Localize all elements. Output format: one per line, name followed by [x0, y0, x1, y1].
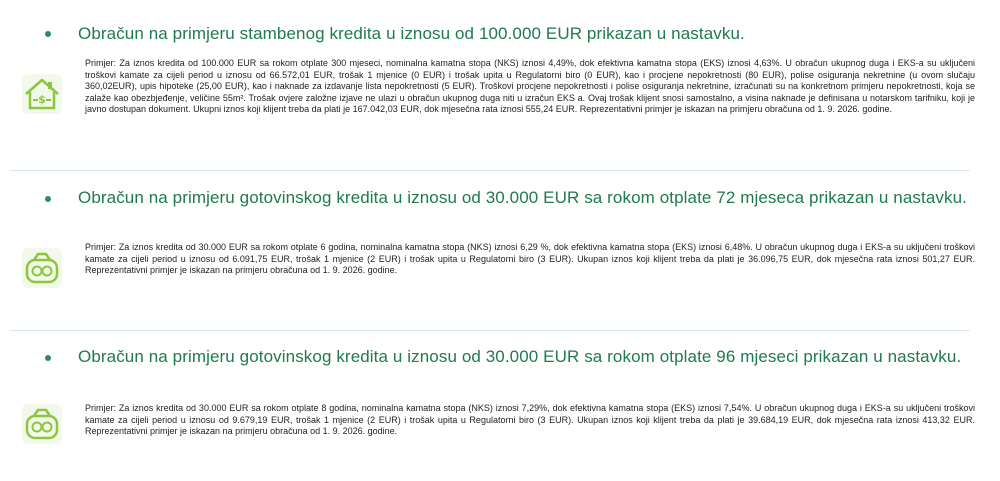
bullet-icon [45, 196, 51, 202]
section-body: Primjer: Za iznos kredita od 30.000 EUR sa rokom otplate 6 godina, nominalna kamatna stopa (NKS) iznosi 6,29 %, dok efektivna kamatna stopa (EKS) iznosi 6,48%. U obračun ukupnog duga i EKS-a su uključeni troškovi kamate za cijeli period u iznosu od 6.091,75 EUR, trošak 1 mjenice (2 EUR) i trošak upita u Regulatorni biro (3 EUR). Ukupan iznos koji klijent treba da plati je 36.096,75 EUR, dok mjesečna rata iznosi 501,27 EUR. Reprezentativni primjer je iskazan na primjeru obračuna od 1. 9. 2026. godine. [85, 242, 975, 275]
section-divider [10, 330, 970, 331]
section-body: Primjer: Za iznos kredita od 30.000 EUR sa rokom otplate 8 godina, nominalna kamatna stopa (NKS) iznosi 7,29%, dok efektivna kamatna stopa (EKS) iznosi 7,54%. U obračun ukupnog duga i EKS-a su uključeni troškovi kamate za cijeli period u iznosu od 9.679,19 EUR, trošak 1 mjenice (2 EUR) i trošak upita u Regulatorni biro (3 EUR). Ukupan iznos koji klijent treba da plati je 39.684,19 EUR, dok mjesečna rata iznosi 413,32 EUR. Reprezentativni primjer je iskazan na primjeru obračuna od 1. 9. 2026. godine. [85, 403, 975, 436]
section-heading: Obračun na primjeru gotovinskog kredita u iznosu od 30.000 EUR sa rokom otplate 72 mjeseca prikazan u nastavku. [78, 188, 967, 207]
svg-text:$: $ [38, 93, 46, 106]
coins-icon [18, 400, 66, 448]
section-body: Primjer: Za iznos kredita od 100.000 EUR sa rokom otplate 300 mjeseci, nominalna kamatna stopa (NKS) iznosi 4,49%, dok efektivna kamatna stopa (EKS) iznosi 4,63%. U obračun ukupnog duga i EKS-a su uključeni troškovi kamate za cijeli period u iznosu od 66.572,01 EUR, trošak 1 mjenice (0 EUR) i trošak upita u Regulatorni biro (0 EUR), kao i procjene nepokretnosti (80 EUR), polise osiguranja nekretnine (u ovom slučaju 360,02EUR), upis hipoteke (25,00 EUR), kao i naknade za izdavanje lista nepokretnosti (5 EUR). Troškovi procjene nepokretnosti i polise osiguranja nekretnine, izračunati su na konkretnom primjeru nepokretnosti, koja se zalaže kao obezbjeđenje, veličine 55m². Trošak ovjere založne izjave ne ulazi u obračun ukupnog duga niti u izračun EKS a. Ovaj trošak klijent snosi samostalno, a visina naknade je definisana u notarskom tarifniku, koji je javno dostupan dokument. Ukupni iznos koji klijent treba da plati je 167.042,03 EUR, dok mjesečna rata iznosi 555,24 EUR. Reprezentativni primjer je iskazan na primjeru obračuna od 1. 9. 2026. godine. [85, 58, 975, 114]
bullet-icon [45, 31, 51, 37]
bullet-icon [45, 355, 51, 361]
section-divider [10, 170, 970, 171]
house-icon [18, 70, 66, 118]
coins-icon [18, 244, 66, 292]
section-heading: Obračun na primjeru gotovinskog kredita u iznosu od 30.000 EUR sa rokom otplate 96 mjeseci prikazan u nastavku. [78, 347, 962, 366]
section-heading: Obračun na primjeru stambenog kredita u iznosu od 100.000 EUR prikazan u nastavku. [78, 24, 745, 43]
